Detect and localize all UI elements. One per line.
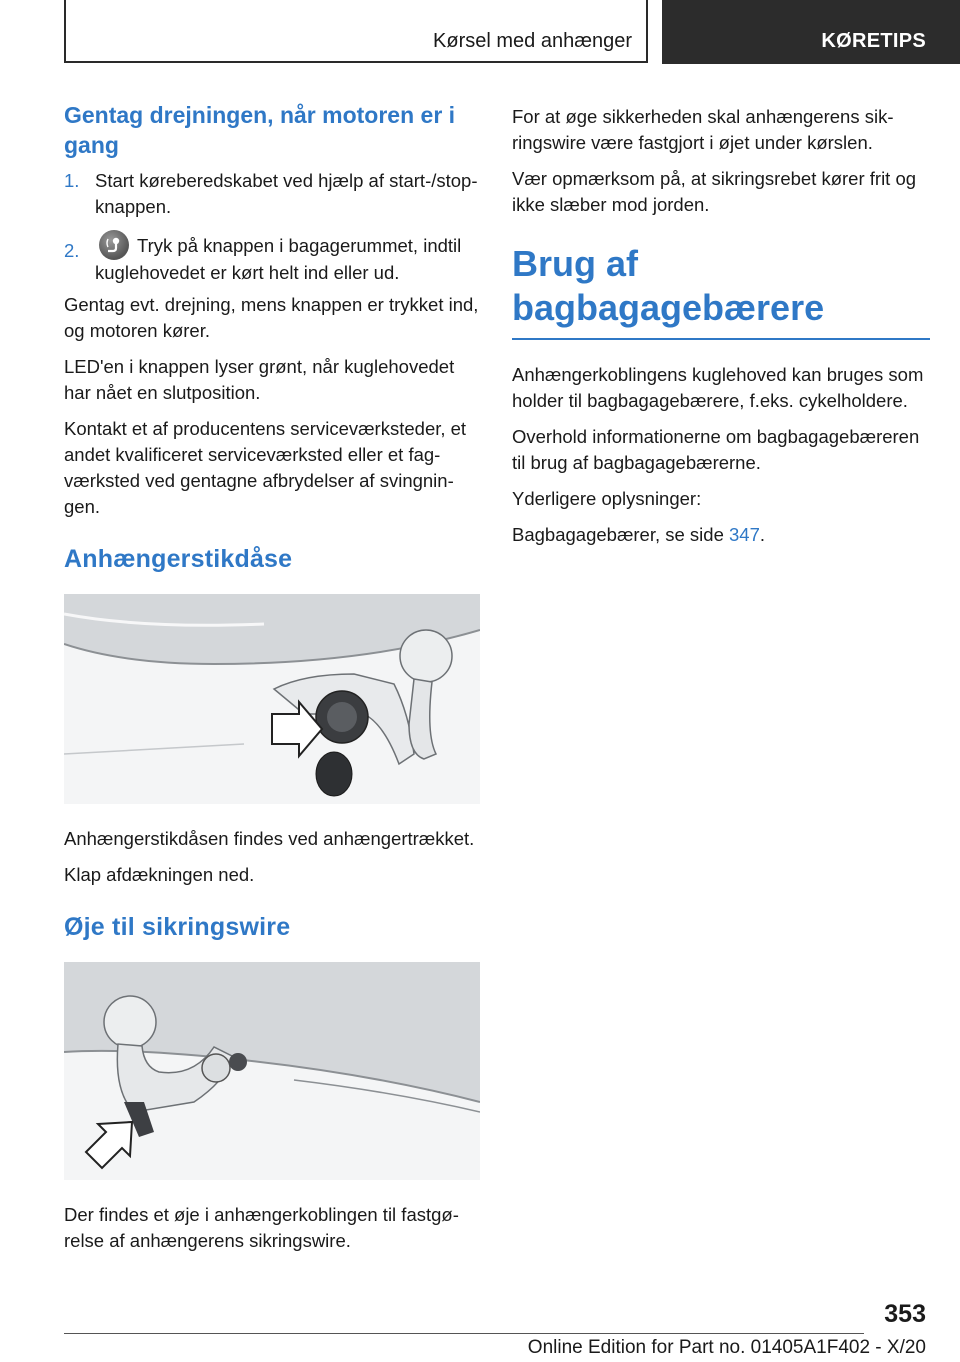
paragraph-wire-safety: For at øge sikkerheden skal anhængerens sikringswire være fastgjort i øjet under kørslen. (512, 106, 894, 153)
page-347-link[interactable]: 347 (729, 524, 760, 545)
paragraph-repeat-rotation: Gentag evt. drejning, mens knappen er trykket ind, og motoren kører. (64, 294, 479, 341)
heading-trailer-socket: Anhængerstikdåse (64, 545, 293, 573)
paragraph-rope-free: Vær opmærksom på, at sikringsrebet kører frit og ikke slæber mod jorden. (512, 168, 917, 215)
step-1-number: 1. (64, 170, 80, 191)
heading-rule (512, 242, 930, 340)
right-column (512, 104, 930, 558)
edition-line: Online Edition for Part no. 01405A1F402 - X/20 (527, 1337, 926, 1358)
step-2-number: 2. (64, 240, 80, 261)
paragraph-see-page (512, 522, 930, 548)
paragraph-observe-info: Overhold informationerne om bagbagagebæreren til brug af bagbagagebærerne. (512, 426, 920, 473)
page-number: 353 (884, 1300, 926, 1328)
step-1-text: Start køreberedskabet ved hjælp af start-/stop-knappen. (95, 170, 478, 217)
paragraph-further-info: Yderligere oplysninger: (512, 488, 702, 509)
heading-rear-carriers: Brug af bagbagagebærere (512, 243, 825, 328)
paragraph-ball-head-holder: Anhængerkoblingens kuglehoved kan bruges som holder til bagbagagebærere, f.eks. cykelholdere. (512, 364, 924, 411)
step-2-text: Tryk på knappen i bagagerummet, indtil kuglehovedet er kørt helt ind eller ud. (95, 235, 462, 283)
paragraph-eye-info: Der findes et øje i anhængerkoblingen til fastgørelse af anhængerens sikringswire. (64, 1204, 459, 1251)
header-section-box (64, 0, 648, 63)
step-1 (64, 168, 482, 220)
step-2 (64, 230, 482, 286)
see-page-text: Bagbagagebærer, se side (512, 524, 730, 545)
see-page-suffix: . (759, 524, 766, 545)
left-column (64, 100, 482, 1264)
trailer-hitch-button-icon (99, 230, 129, 260)
footer-rule (64, 1333, 864, 1334)
paragraph-contact-service: Kontakt et af producentens serviceværksteder, et andet kvalificeret serviceværksted eller et fagværksted ved gentagne afbrydelser af svingningen. (64, 418, 467, 517)
heading-safety-wire-eye: Øje til sikringswire (64, 913, 291, 941)
heading-repeat-rotation: Gentag drejningen, når motoren er i gang (64, 102, 456, 158)
header-chapter-title: KØRETIPS (821, 30, 926, 52)
paragraph-led-info: LED'en i knappen lyser grønt, når kuglehovedet har nået en slutposition. (64, 356, 455, 403)
paragraph-socket-location: Anhængerstikdåsen findes ved anhængertrækket. (64, 828, 475, 849)
paragraph-fold-cover: Klap afdækningen ned. (64, 864, 255, 885)
safety-wire-eye-illustration (64, 962, 480, 1180)
trailer-socket-illustration (64, 594, 480, 804)
header-section-title: Kørsel med anhænger (433, 30, 632, 52)
header-chapter-tab (662, 0, 960, 64)
